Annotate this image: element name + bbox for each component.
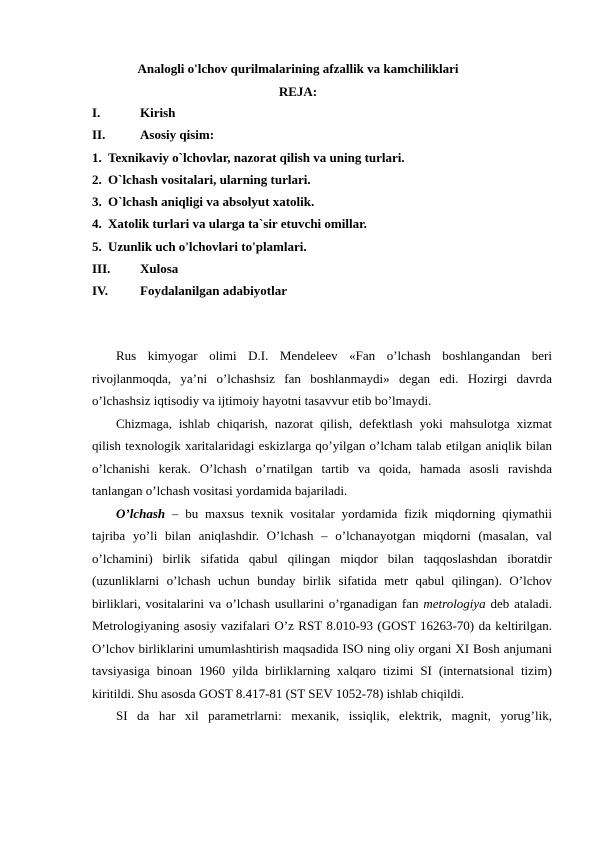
outline-item-roman-3 <box>92 261 552 283</box>
term-olchash: O’lchash <box>116 505 166 521</box>
outline-number: II. <box>92 127 106 143</box>
paragraph-4: SI da har xil parametrlarni: mexanik, issiqlik, elektrik, magnit, yorug’lik, <box>116 708 552 723</box>
outline-number: 3. <box>92 194 102 210</box>
paragraph-3-text-b: deb ataladi. Metrologiyaning asosiy vazifalari O’z RST 8.010-93 (GOST 16263-70) da keltirilgan. O’lchov birliklarini umumlashtirish maqsadida ISO ning oliy organi XI Bosh anjumani tavsiyasiga binoan 1960 yilda birliklarning xalqaro tizimi SI (internatsional tizim) kiritildi. Shu asosda GOST 8.417-81 (ST SEV 1052-78) ishlab chiqildi. <box>92 595 552 701</box>
outline-text: Texnikaviy o`lchovlar, nazorat qilish va uning turlari. <box>108 149 405 165</box>
document-title: Analogli o'lchov qurilmalarining afzallik va kamchiliklari <box>137 61 459 76</box>
outline-text: Foydalanilgan adabiyotlar <box>140 283 287 299</box>
outline-subitem-2 <box>92 172 552 194</box>
outline-text: O`lchash aniqligi va absolyut xatolik. <box>108 194 315 210</box>
outline-item-roman-2 <box>92 127 552 149</box>
outline-number: I. <box>92 105 101 120</box>
paragraph-3 <box>92 503 552 706</box>
outline-item-roman-4 <box>92 283 552 305</box>
plan-heading: REJA: <box>278 84 318 99</box>
outline-number: 5. <box>92 238 102 254</box>
outline-text: Asosiy qisim: <box>140 127 215 143</box>
paragraph-1: Rus kimyogar olimi D.I. Mendeleev «Fan o’lchash boshlangandan beri rivojlanmoqda, ya’ni o’lchashsiz fan boshlanmaydi» degan edi. Hozirgi davrda o’lchashsiz iqtisodiy va ijtimoiy hayotni tasavvur etib bo’lmaydi. <box>92 348 552 408</box>
outline-subitem-4 <box>92 216 552 238</box>
document-body <box>92 345 552 728</box>
outline-text: Xatolik turlari va ularga ta`sir etuvchi omillar. <box>108 216 367 232</box>
outline-subitem-3 <box>92 194 552 216</box>
outline-subitem-1 <box>92 150 552 172</box>
outline-number: 1. <box>92 149 102 165</box>
outline-text: Xulosa <box>140 261 179 277</box>
paragraph-3-text-a: – bu maxsus texnik vositalar yordamida fizik miqdorning qiymathii tajriba yo’li bilan aniqlashdir. O’lchash – o’lchanayotgan miqdorni (masalan, val o’lchamini) birlik sifatida qabul qilingan miqdor bilan taqqoslashdan iboratdir (uzunliklarni o’lchash uchun bunday birlik sifatida metr qabul qilingan). O’lchov birliklari, vositalarini va o’lchash usullarini o’rganadigan fan <box>92 505 552 611</box>
outline-number: 4. <box>92 216 102 232</box>
outline-item-roman-1 <box>92 105 552 127</box>
outline-number: IV. <box>92 283 109 299</box>
outline-text: Kirish <box>140 105 176 120</box>
outline-text: O`lchash vositalari, ularning turlari. <box>108 171 311 187</box>
outline-list <box>92 105 552 306</box>
outline-subitem-5 <box>92 239 552 261</box>
paragraph-2: Chizmaga, ishlab chiqarish, nazorat qilish, defektlash yoki mahsulotga xizmat qilish texnologik xaritalaridagi eskizlarga qo’yilgan o’lcham talab etilgan aniqlik bilan o’lchanishi kerak. O’lchash o’rnatilgan tartib va qoida, hamada asosli ravishda tanlangan o’lchash vositasi yordamida bajariladi. <box>92 415 552 498</box>
term-metrologiya: metrologiya <box>423 595 486 611</box>
outline-number: 2. <box>92 171 102 187</box>
outline-number: III. <box>92 261 111 277</box>
outline-text: Uzunlik uch o'lchovlari to'plamlari. <box>108 238 307 254</box>
